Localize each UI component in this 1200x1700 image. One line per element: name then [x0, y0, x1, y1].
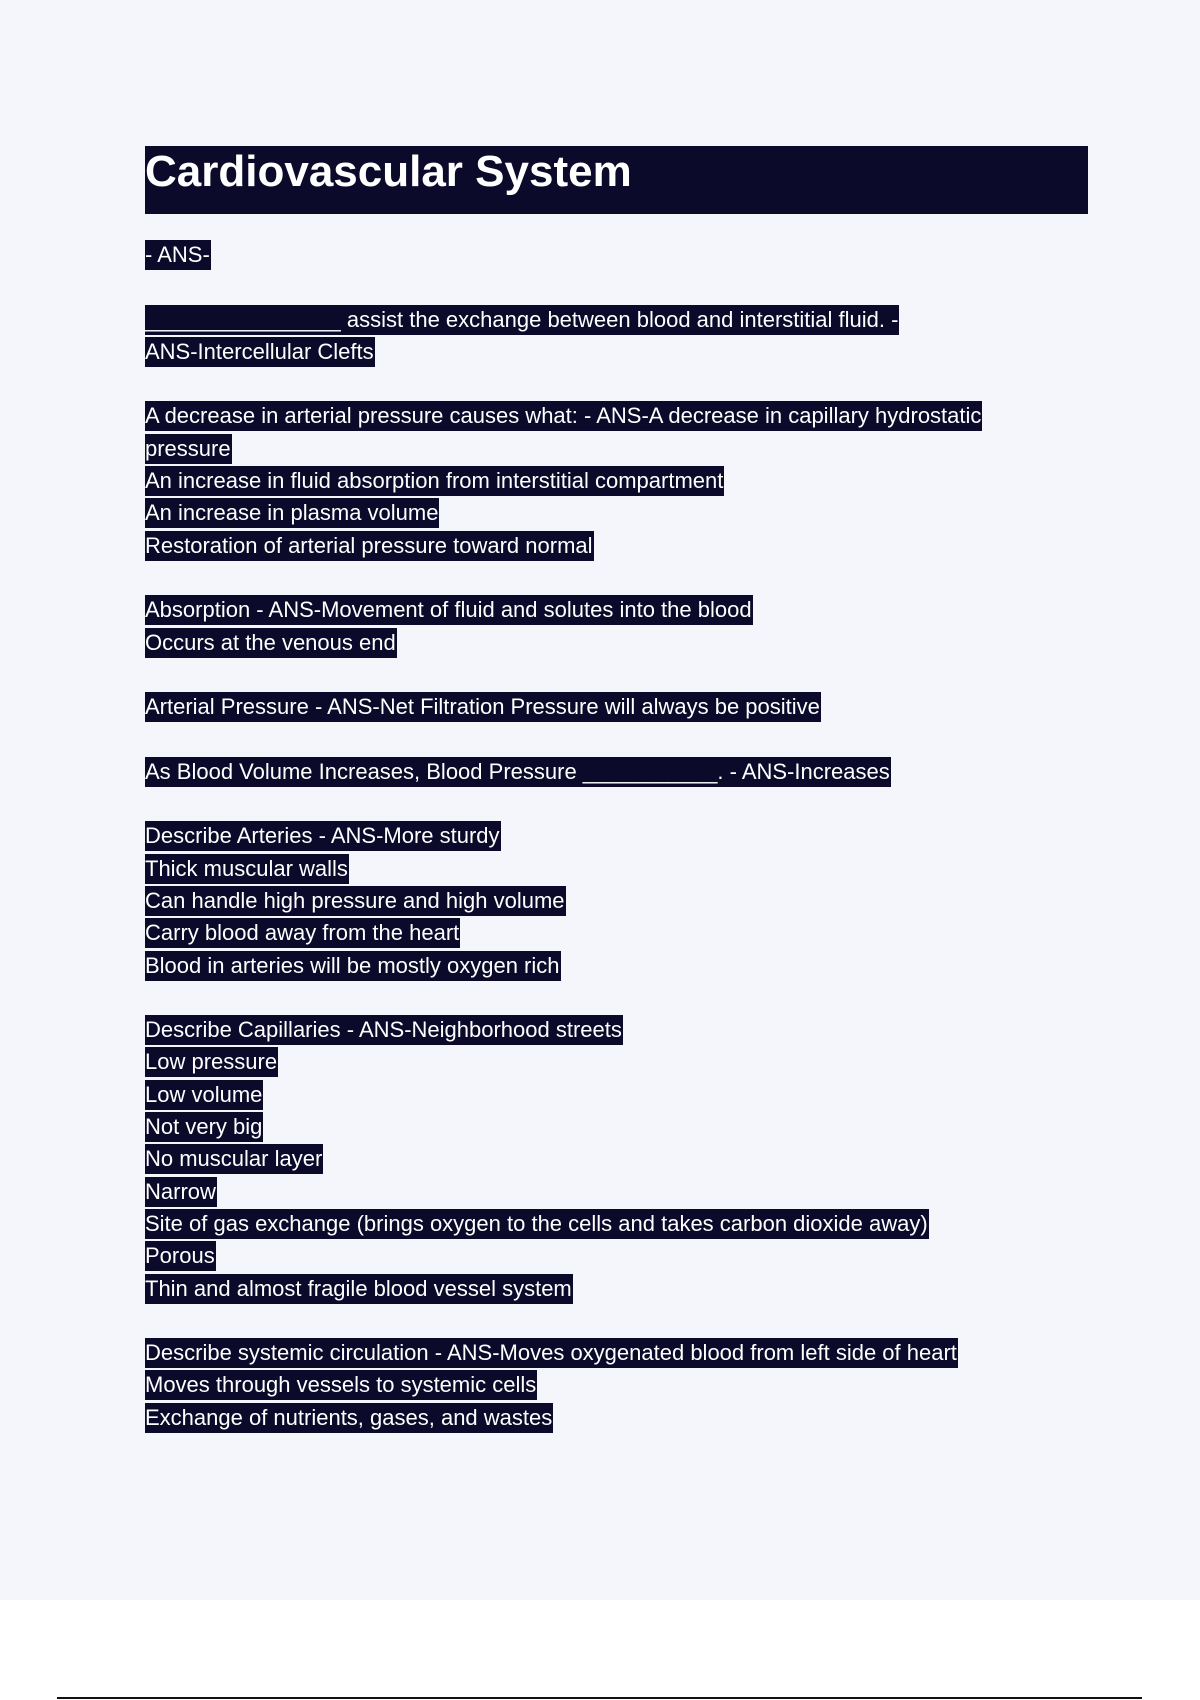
flashcard-line	[145, 1337, 1095, 1369]
flashcard-text: No muscular layer	[145, 1144, 323, 1174]
flashcard-text: Can handle high pressure and high volume	[145, 886, 566, 916]
flashcard-line	[145, 1208, 1095, 1240]
flashcard-line	[145, 756, 1095, 788]
flashcard-line	[145, 950, 1095, 982]
flashcard-line	[145, 1240, 1095, 1272]
flashcard-text: As Blood Volume Increases, Blood Pressure ___________. - ANS-Increases	[145, 757, 891, 787]
flashcard-text: Describe Capillaries - ANS-Neighborhood streets	[145, 1015, 623, 1045]
flashcard-text: Moves through vessels to systemic cells	[145, 1370, 537, 1400]
flashcard-item	[145, 691, 1095, 723]
flashcard-item	[145, 1014, 1095, 1305]
flashcard-line	[145, 336, 1095, 368]
flashcard-text: ANS-Intercellular Clefts	[145, 337, 375, 367]
flashcard-text: Narrow	[145, 1177, 217, 1207]
flashcard-line	[145, 304, 1095, 336]
flashcard-text: Exchange of nutrients, gases, and wastes	[145, 1403, 553, 1433]
flashcard-line	[145, 433, 1095, 465]
flashcard-item	[145, 756, 1095, 788]
flashcard-line	[145, 627, 1095, 659]
flashcard-line	[145, 1143, 1095, 1175]
flashcard-text: Arterial Pressure - ANS-Net Filtration Pressure will always be positive	[145, 692, 821, 722]
flashcard-text: Porous	[145, 1241, 216, 1271]
flashcard-text: Restoration of arterial pressure toward normal	[145, 531, 594, 561]
flashcard-item	[145, 304, 1095, 369]
flashcard-text: - ANS-	[145, 240, 211, 270]
flashcard-line	[145, 917, 1095, 949]
flashcard-text: ________________ assist the exchange between blood and interstitial fluid. -	[145, 305, 899, 335]
flashcard-item	[145, 820, 1095, 981]
flashcard-line	[145, 594, 1095, 626]
flashcard-line	[145, 1014, 1095, 1046]
flashcard-text: Blood in arteries will be mostly oxygen rich	[145, 951, 561, 981]
flashcard-line	[145, 1402, 1095, 1434]
page-bottom-margin	[0, 1600, 1200, 1700]
flashcard-line	[145, 1273, 1095, 1305]
flashcard-list	[145, 239, 1095, 1434]
flashcard-text: Low pressure	[145, 1047, 278, 1077]
flashcard-text: A decrease in arterial pressure causes what: - ANS-A decrease in capillary hydrostatic	[145, 401, 982, 431]
flashcard-line	[145, 239, 1095, 271]
flashcard-text: pressure	[145, 434, 232, 464]
flashcard-line	[145, 820, 1095, 852]
footer-divider	[57, 1697, 1142, 1699]
flashcard-line	[145, 1369, 1095, 1401]
flashcard-text: An increase in fluid absorption from interstitial compartment	[145, 466, 724, 496]
flashcard-line	[145, 530, 1095, 562]
flashcard-text: Absorption - ANS-Movement of fluid and solutes into the blood	[145, 595, 753, 625]
flashcard-line	[145, 497, 1095, 529]
flashcard-line	[145, 1079, 1095, 1111]
flashcard-item	[145, 239, 1095, 271]
flashcard-line	[145, 885, 1095, 917]
page-title: Cardiovascular System	[145, 147, 632, 196]
flashcard-line	[145, 1176, 1095, 1208]
flashcard-text: Describe Arteries - ANS-More sturdy	[145, 821, 501, 851]
flashcard-item	[145, 400, 1095, 561]
flashcard-line	[145, 691, 1095, 723]
flashcard-line	[145, 1046, 1095, 1078]
flashcard-item	[145, 594, 1095, 659]
flashcard-text: Carry blood away from the heart	[145, 918, 460, 948]
flashcard-item	[145, 1337, 1095, 1434]
flashcard-text: An increase in plasma volume	[145, 498, 439, 528]
flashcard-text: Occurs at the venous end	[145, 628, 397, 658]
flashcard-line	[145, 400, 1095, 432]
flashcard-line	[145, 853, 1095, 885]
flashcard-text: Low volume	[145, 1080, 263, 1110]
flashcard-text: Thin and almost fragile blood vessel system	[145, 1274, 573, 1304]
flashcard-text: Thick muscular walls	[145, 854, 349, 884]
flashcard-text: Not very big	[145, 1112, 263, 1142]
flashcard-line	[145, 465, 1095, 497]
flashcard-line	[145, 1111, 1095, 1143]
flashcard-text: Site of gas exchange (brings oxygen to the cells and takes carbon dioxide away)	[145, 1209, 929, 1239]
flashcard-text: Describe systemic circulation - ANS-Moves oxygenated blood from left side of heart	[145, 1338, 958, 1368]
